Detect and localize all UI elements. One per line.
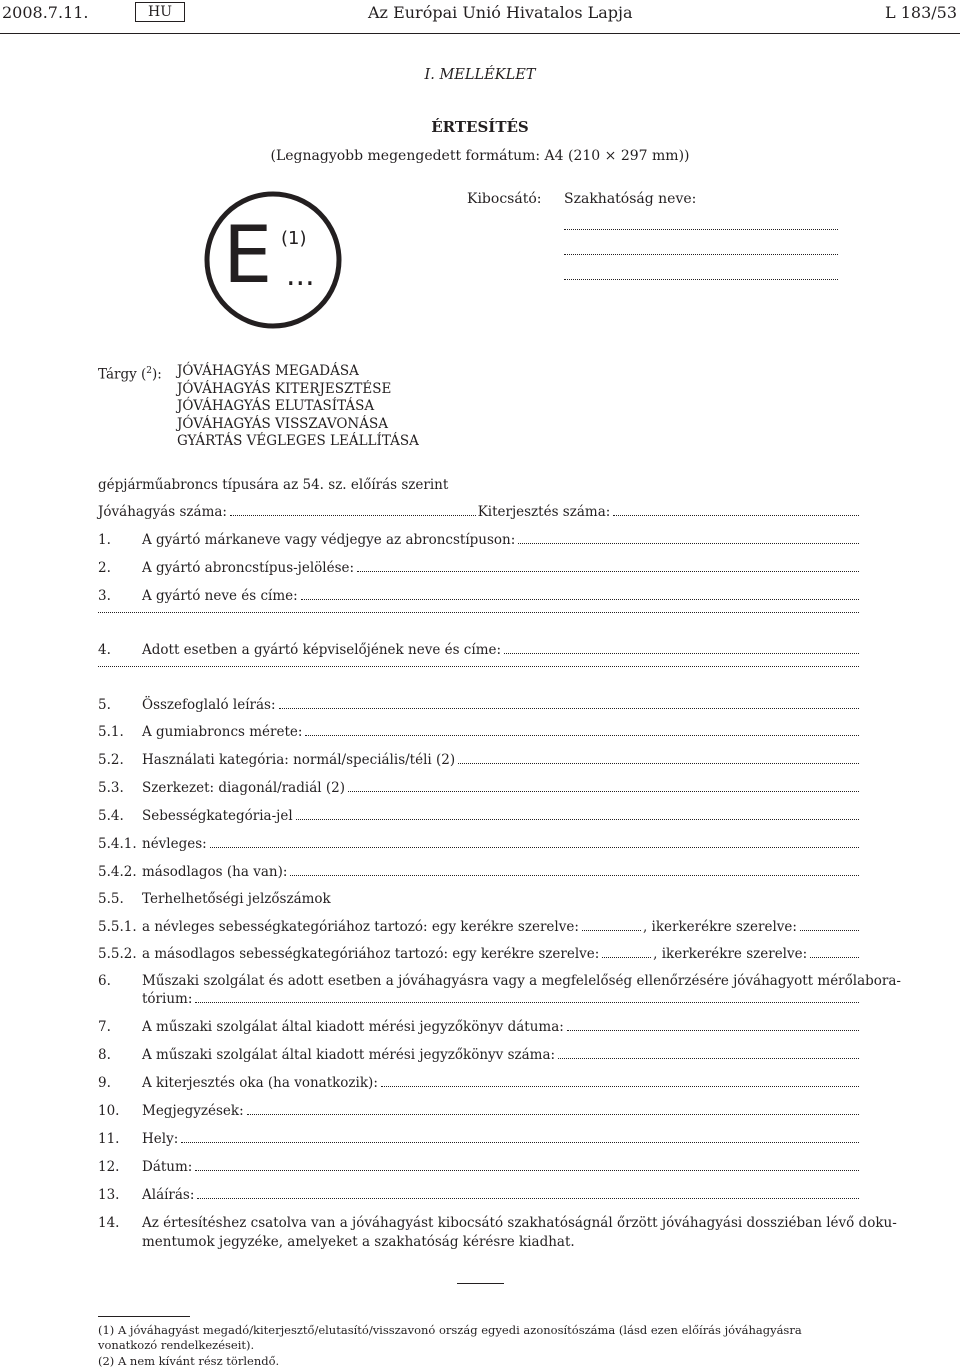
field-entry[interactable] (247, 1114, 859, 1115)
field-number: 9. (98, 1075, 111, 1091)
field-entry-continuation[interactable] (98, 666, 859, 667)
field-row (98, 1187, 861, 1203)
field-entry[interactable] (195, 1002, 859, 1003)
field-number: 4. (98, 642, 111, 658)
field-label: Aláírás: (142, 1187, 195, 1203)
field-continuation-row (98, 666, 861, 671)
footnote-rule (98, 1316, 190, 1317)
field-label: A kiterjesztés oka (ha vonatkozik): (142, 1075, 378, 1091)
field-row (98, 697, 861, 713)
authority-name-line-1 (564, 229, 838, 230)
field-label: A gyártó neve és címe: (142, 588, 298, 604)
subject-option: JÓVÁHAGYÁS KITERJESZTÉSE (177, 380, 392, 397)
field-number: 5.5.2. (98, 946, 137, 962)
footnote-1 (98, 1323, 863, 1353)
field-entry[interactable] (348, 791, 859, 792)
field-number: 5.5.1. (98, 919, 137, 935)
field-entry[interactable] (181, 1142, 859, 1143)
field-label: A műszaki szolgálat által kiadott mérési jegyzőkönyv dátuma: (142, 1019, 564, 1035)
field-entry[interactable] (582, 930, 641, 931)
subject-option: GYÁRTÁS VÉGLEGES LEÁLLÍTÁSA (177, 433, 419, 449)
field-entry-secondary[interactable] (800, 930, 859, 931)
language-badge: HU (135, 2, 185, 22)
field-number: 8. (98, 1047, 111, 1063)
field-row (98, 864, 861, 880)
field-row (98, 642, 861, 658)
field-entry[interactable] (296, 819, 859, 820)
field-number: 6. (98, 973, 111, 989)
page-number: L 183/53 (885, 3, 957, 22)
approval-number-field[interactable] (230, 515, 476, 516)
header-rule (0, 33, 960, 34)
subject-option: JÓVÁHAGYÁS MEGADÁSA (177, 363, 359, 379)
extension-number-field[interactable] (613, 515, 859, 516)
field-number: 5.3. (98, 780, 124, 796)
field-number: 5.5. (98, 891, 124, 907)
field-label: Hely: (142, 1131, 179, 1147)
field-row (98, 780, 861, 796)
field-row (98, 560, 861, 576)
field-label: A gyártó márkaneve vagy védjegye az abroncstípuson: (142, 532, 516, 548)
field-label: A műszaki szolgálat által kiadott mérési jegyzőkönyv száma: (142, 1047, 556, 1063)
field-number: 12. (98, 1159, 120, 1175)
field-entry[interactable] (305, 735, 859, 736)
approval-number-row (98, 504, 861, 520)
field-entry[interactable] (279, 708, 860, 709)
field-label: Dátum: (142, 1159, 193, 1175)
field-entry[interactable] (558, 1058, 859, 1059)
field-entry[interactable] (381, 1086, 859, 1087)
issuer-label: Kibocsátó: (467, 191, 542, 207)
field-number: 5. (98, 697, 111, 713)
field-label: Az értesítéshez csatolva van a jóváhagyást kibocsátó szakhatóságnál őrzött jóváhagyási dossziéban lévő doku- (142, 1215, 897, 1231)
field-label: Szerkezet: diagonál/radiál (2) (142, 780, 345, 796)
field-entry[interactable] (518, 543, 859, 544)
field-row (98, 919, 861, 935)
field-entry[interactable] (602, 957, 651, 958)
field-number: 5.2. (98, 752, 124, 768)
field-continuation-row (98, 612, 861, 617)
field-label-continuation: mentumok jegyzéke, amelyeket a szakhatóság kérésre kiadhat. (142, 1234, 575, 1250)
authority-name-line-2 (564, 254, 838, 255)
field-number: 7. (98, 1019, 111, 1035)
field-entry[interactable] (301, 599, 859, 600)
field-entry[interactable] (567, 1030, 859, 1031)
annex-title: I. MELLÉKLET (424, 67, 536, 83)
field-continuation-row (142, 1234, 861, 1250)
field-row (98, 724, 861, 740)
e-letter: E (223, 211, 273, 301)
approval-number-label: Jóváhagyás száma: (98, 504, 227, 520)
field-entry[interactable] (458, 763, 859, 764)
field-row (98, 1075, 861, 1091)
field-number: 11. (98, 1131, 120, 1147)
field-label: a névleges sebességkategóriához tartozó: egy kerékre szerelve: (142, 919, 579, 935)
field-entry[interactable] (504, 653, 859, 654)
field-number: 2. (98, 560, 111, 576)
field-label: Terhelhetőségi jelzőszámok (142, 891, 331, 907)
field-entry[interactable] (357, 571, 859, 572)
field-number: 5.4.2. (98, 864, 137, 880)
field-number: 13. (98, 1187, 120, 1203)
footnote-ref: (1) (98, 1323, 115, 1337)
e-approval-mark (203, 190, 343, 330)
field-entry-continuation[interactable] (98, 612, 859, 613)
footnote-2 (98, 1354, 863, 1369)
field-label: A gyártó abroncstípus-jelölése: (142, 560, 355, 576)
subject-options (177, 363, 419, 451)
field-entry-secondary[interactable] (810, 957, 859, 958)
publication-date: 2008.7.11. (2, 3, 89, 22)
field-label-continuation: tórium: (142, 991, 193, 1007)
field-row (98, 532, 861, 548)
field-row (98, 1215, 897, 1231)
journal-title: Az Európai Unió Hivatalos Lapja (368, 3, 633, 22)
footnote-text: A jóváhagyást megadó/kiterjesztő/elutasító/visszavonó ország egyedi azonosítószáma (lásd ezen előírás jóváhagyásra vonatkozó rendelkezéseit). (98, 1323, 802, 1352)
field-row (98, 946, 861, 962)
field-label: A gumiabroncs mérete: (142, 724, 303, 740)
field-row (98, 752, 861, 768)
field-label-secondary: , ikerkerékre szerelve: (642, 919, 797, 935)
field-label: névleges: (142, 836, 207, 852)
field-entry[interactable] (195, 1170, 859, 1171)
field-row (98, 973, 901, 989)
footnote-ref: (2) (98, 1354, 115, 1368)
field-entry[interactable] (197, 1198, 859, 1199)
field-label: Adott esetben a gyártó képviselőjének neve és címe: (142, 642, 502, 658)
field-number: 3. (98, 588, 111, 604)
authority-name-label: Szakhatóság neve: (564, 191, 697, 207)
field-number: 10. (98, 1103, 120, 1119)
field-row (98, 1019, 861, 1035)
field-number: 1. (98, 532, 111, 548)
extension-number-label: Kiterjesztés száma: (477, 504, 611, 520)
field-label-secondary: , ikerkerékre szerelve: (653, 946, 808, 962)
field-number: 14. (98, 1215, 120, 1231)
field-number: 5.4. (98, 808, 124, 824)
field-label: Műszaki szolgálat és adott esetben a jóváhagyásra vagy a megfelelőség ellenőrzésére jóváhagyott mérőlabora- (142, 973, 901, 989)
field-row (98, 836, 861, 852)
field-row (98, 808, 861, 824)
field-entry[interactable] (290, 875, 859, 876)
document-title: ÉRTESÍTÉS (431, 118, 529, 136)
e-footnote-ref: (1) (281, 228, 307, 249)
field-continuation-row (142, 991, 861, 1007)
e-ellipsis: ... (286, 258, 315, 293)
field-row (98, 1131, 861, 1147)
field-label: a másodlagos sebességkategóriához tartozó: egy kerékre szerelve: (142, 946, 600, 962)
separator-rule (457, 1283, 504, 1284)
field-label: másodlagos (ha van): (142, 864, 288, 880)
field-row (98, 891, 861, 907)
field-row (98, 588, 861, 604)
subject-option: JÓVÁHAGYÁS ELUTASÍTÁSA (177, 398, 375, 414)
footnote-text: A nem kívánt rész törlendő. (117, 1354, 280, 1368)
subject-label: Tárgy ($^2$): (98, 366, 162, 383)
field-label: Sebességkategória-jel (142, 808, 293, 824)
field-label: Megjegyzések: (142, 1103, 244, 1119)
authority-name-line-3 (564, 279, 838, 280)
subject-option: JÓVÁHAGYÁS VISSZAVONÁSA (177, 415, 388, 432)
field-number: 5.4.1. (98, 836, 137, 852)
field-number: 5.1. (98, 724, 124, 740)
field-row (98, 1159, 861, 1175)
format-note: (Legnagyobb megengedett formátum: A4 (210 × 297 mm)) (270, 148, 690, 164)
field-entry[interactable] (210, 847, 859, 848)
field-label: Használati kategória: normál/speciális/téli (2) (142, 752, 456, 768)
scope-line: gépjárműabroncs típusára az 54. sz. előírás szerint (98, 477, 449, 493)
field-label: Összefoglaló leírás: (142, 697, 276, 713)
field-row (98, 1103, 861, 1119)
field-row (98, 1047, 861, 1063)
